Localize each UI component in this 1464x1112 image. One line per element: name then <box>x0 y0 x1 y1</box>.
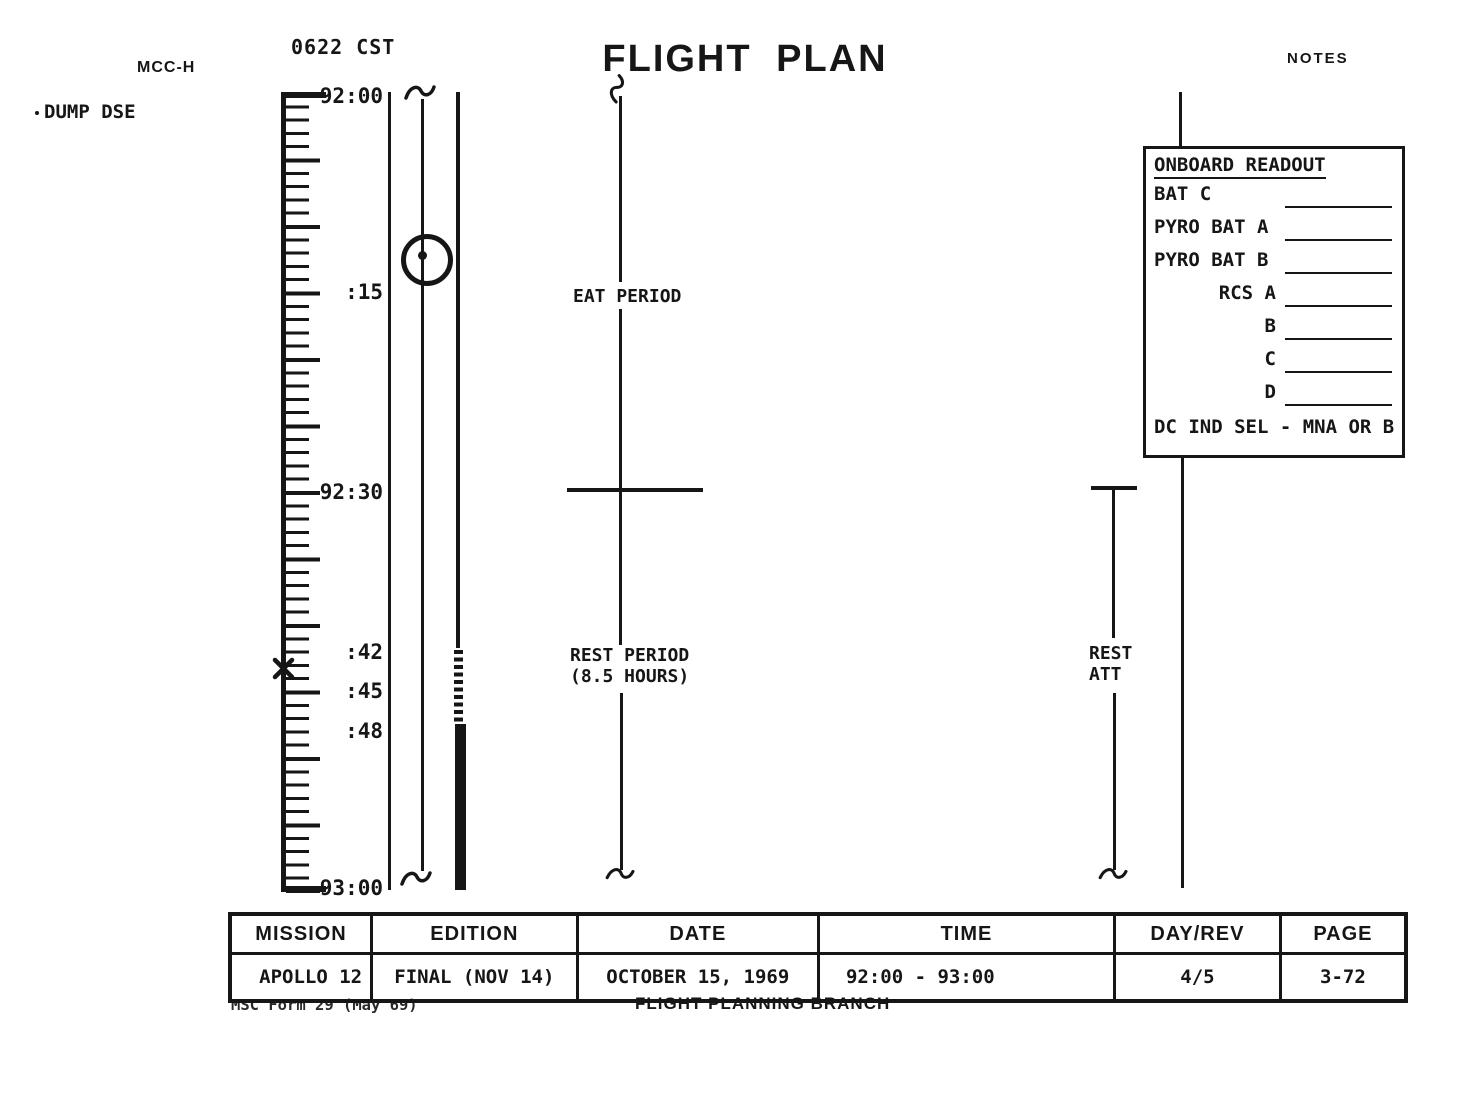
form-number: MSC Form 29 (May 69) <box>231 996 418 1014</box>
dc-ind-sel-note: DC IND SEL - MNA OR B <box>1154 416 1395 438</box>
time-value: 92:00 - 93:00 <box>820 955 1116 999</box>
readout-label: RCS A <box>1218 282 1276 304</box>
table-header-row <box>232 916 1404 955</box>
time-label-9230: 92:30 <box>319 480 383 504</box>
readout-label: BAT C <box>1154 183 1212 205</box>
col-header-mission: MISSION <box>232 916 373 952</box>
col-header-date: DATE <box>579 916 820 952</box>
rest-period-line1: REST PERIOD <box>570 645 690 666</box>
col-header-time: TIME <box>820 916 1116 952</box>
readout-row <box>1154 314 1394 347</box>
readout-label: C <box>1264 348 1276 370</box>
page-value: 3-72 <box>1320 966 1366 988</box>
readout-blank-line <box>1285 215 1392 241</box>
dump-dse-label: DUMP DSE <box>44 101 136 123</box>
line-crossbar-9230 <box>567 488 703 492</box>
time-label-9200: 92:00 <box>319 84 383 108</box>
continuation-squiggle-icon <box>399 869 433 889</box>
cst-time-label: 0622 CST <box>291 35 396 59</box>
rest-att-line2: ATT <box>1089 664 1122 685</box>
page-title: FLIGHT PLAN <box>602 38 888 80</box>
col-header-edition: EDITION <box>373 916 579 952</box>
readout-label: PYRO BAT B <box>1154 249 1269 271</box>
rest-att-line-lower <box>1113 693 1116 870</box>
readout-blank-line <box>1285 347 1392 373</box>
readout-label: PYRO BAT A <box>1154 216 1269 238</box>
col-header-page: PAGE <box>1313 922 1373 945</box>
rest-period-label <box>570 645 689 687</box>
day-rev-value: 4/5 <box>1116 955 1282 999</box>
readout-row <box>1154 347 1394 380</box>
track-line-3-solid <box>456 92 460 648</box>
notes-line-lower <box>1181 458 1184 888</box>
notes-heading: NOTES <box>1287 50 1349 67</box>
rest-att-line1: REST <box>1089 643 1133 664</box>
circled-dot-center <box>418 251 427 260</box>
readout-row <box>1154 281 1394 314</box>
eat-rest-line-middle <box>619 309 622 645</box>
track-line-2 <box>421 99 424 871</box>
readout-label: B <box>1264 315 1276 337</box>
stray-mark <box>35 111 39 115</box>
readout-row <box>1154 248 1394 281</box>
readout-blank-line <box>1285 281 1392 307</box>
mission-info-table <box>228 912 1408 1003</box>
eat-period-label: EAT PERIOD <box>573 286 682 307</box>
eat-period-line-upper <box>619 96 622 282</box>
readout-row <box>1154 215 1394 248</box>
readout-blank-line <box>1285 314 1392 340</box>
edition-value: FINAL (NOV 14) <box>373 955 579 999</box>
col-header-day-rev: DAY/REV <box>1116 916 1282 952</box>
readout-blank-line <box>1285 380 1392 406</box>
rest-period-line-lower <box>620 693 623 870</box>
readout-row <box>1154 380 1394 413</box>
notes-line-upper <box>1179 92 1182 147</box>
track-line-1 <box>388 92 391 890</box>
readout-blank-line <box>1285 182 1392 208</box>
readout-label: D <box>1264 381 1276 403</box>
table-value-row <box>232 955 1404 999</box>
track-line-3-dashed <box>454 650 463 723</box>
date-value: OCTOBER 15, 1969 <box>579 955 820 999</box>
track-line-3-thick <box>455 724 466 890</box>
onboard-readout-title: ONBOARD READOUT <box>1154 154 1326 179</box>
time-label-42: :42 <box>345 640 383 664</box>
onboard-readout-box <box>1143 146 1405 458</box>
line-end-hook-icon <box>604 864 636 886</box>
branch-name: FLIGHT PLANNING BRANCH <box>635 994 891 1013</box>
rest-att-label <box>1089 643 1132 685</box>
rest-att-line-upper <box>1112 486 1115 638</box>
line-end-hook-icon <box>1097 864 1129 886</box>
readout-row <box>1154 182 1394 215</box>
rest-period-line2: (8.5 HOURS) <box>570 666 690 687</box>
mcc-h-label: MCC-H <box>137 59 196 76</box>
circled-dot-symbol <box>401 234 453 286</box>
time-label-15: :15 <box>345 280 383 304</box>
mission-value: APOLLO 12 <box>232 955 373 999</box>
time-label-45: :45 <box>345 679 383 703</box>
time-label-48: :48 <box>345 719 383 743</box>
continuation-squiggle-icon <box>403 83 437 103</box>
time-label-9300: 93:00 <box>319 876 383 900</box>
readout-blank-line <box>1285 248 1392 274</box>
